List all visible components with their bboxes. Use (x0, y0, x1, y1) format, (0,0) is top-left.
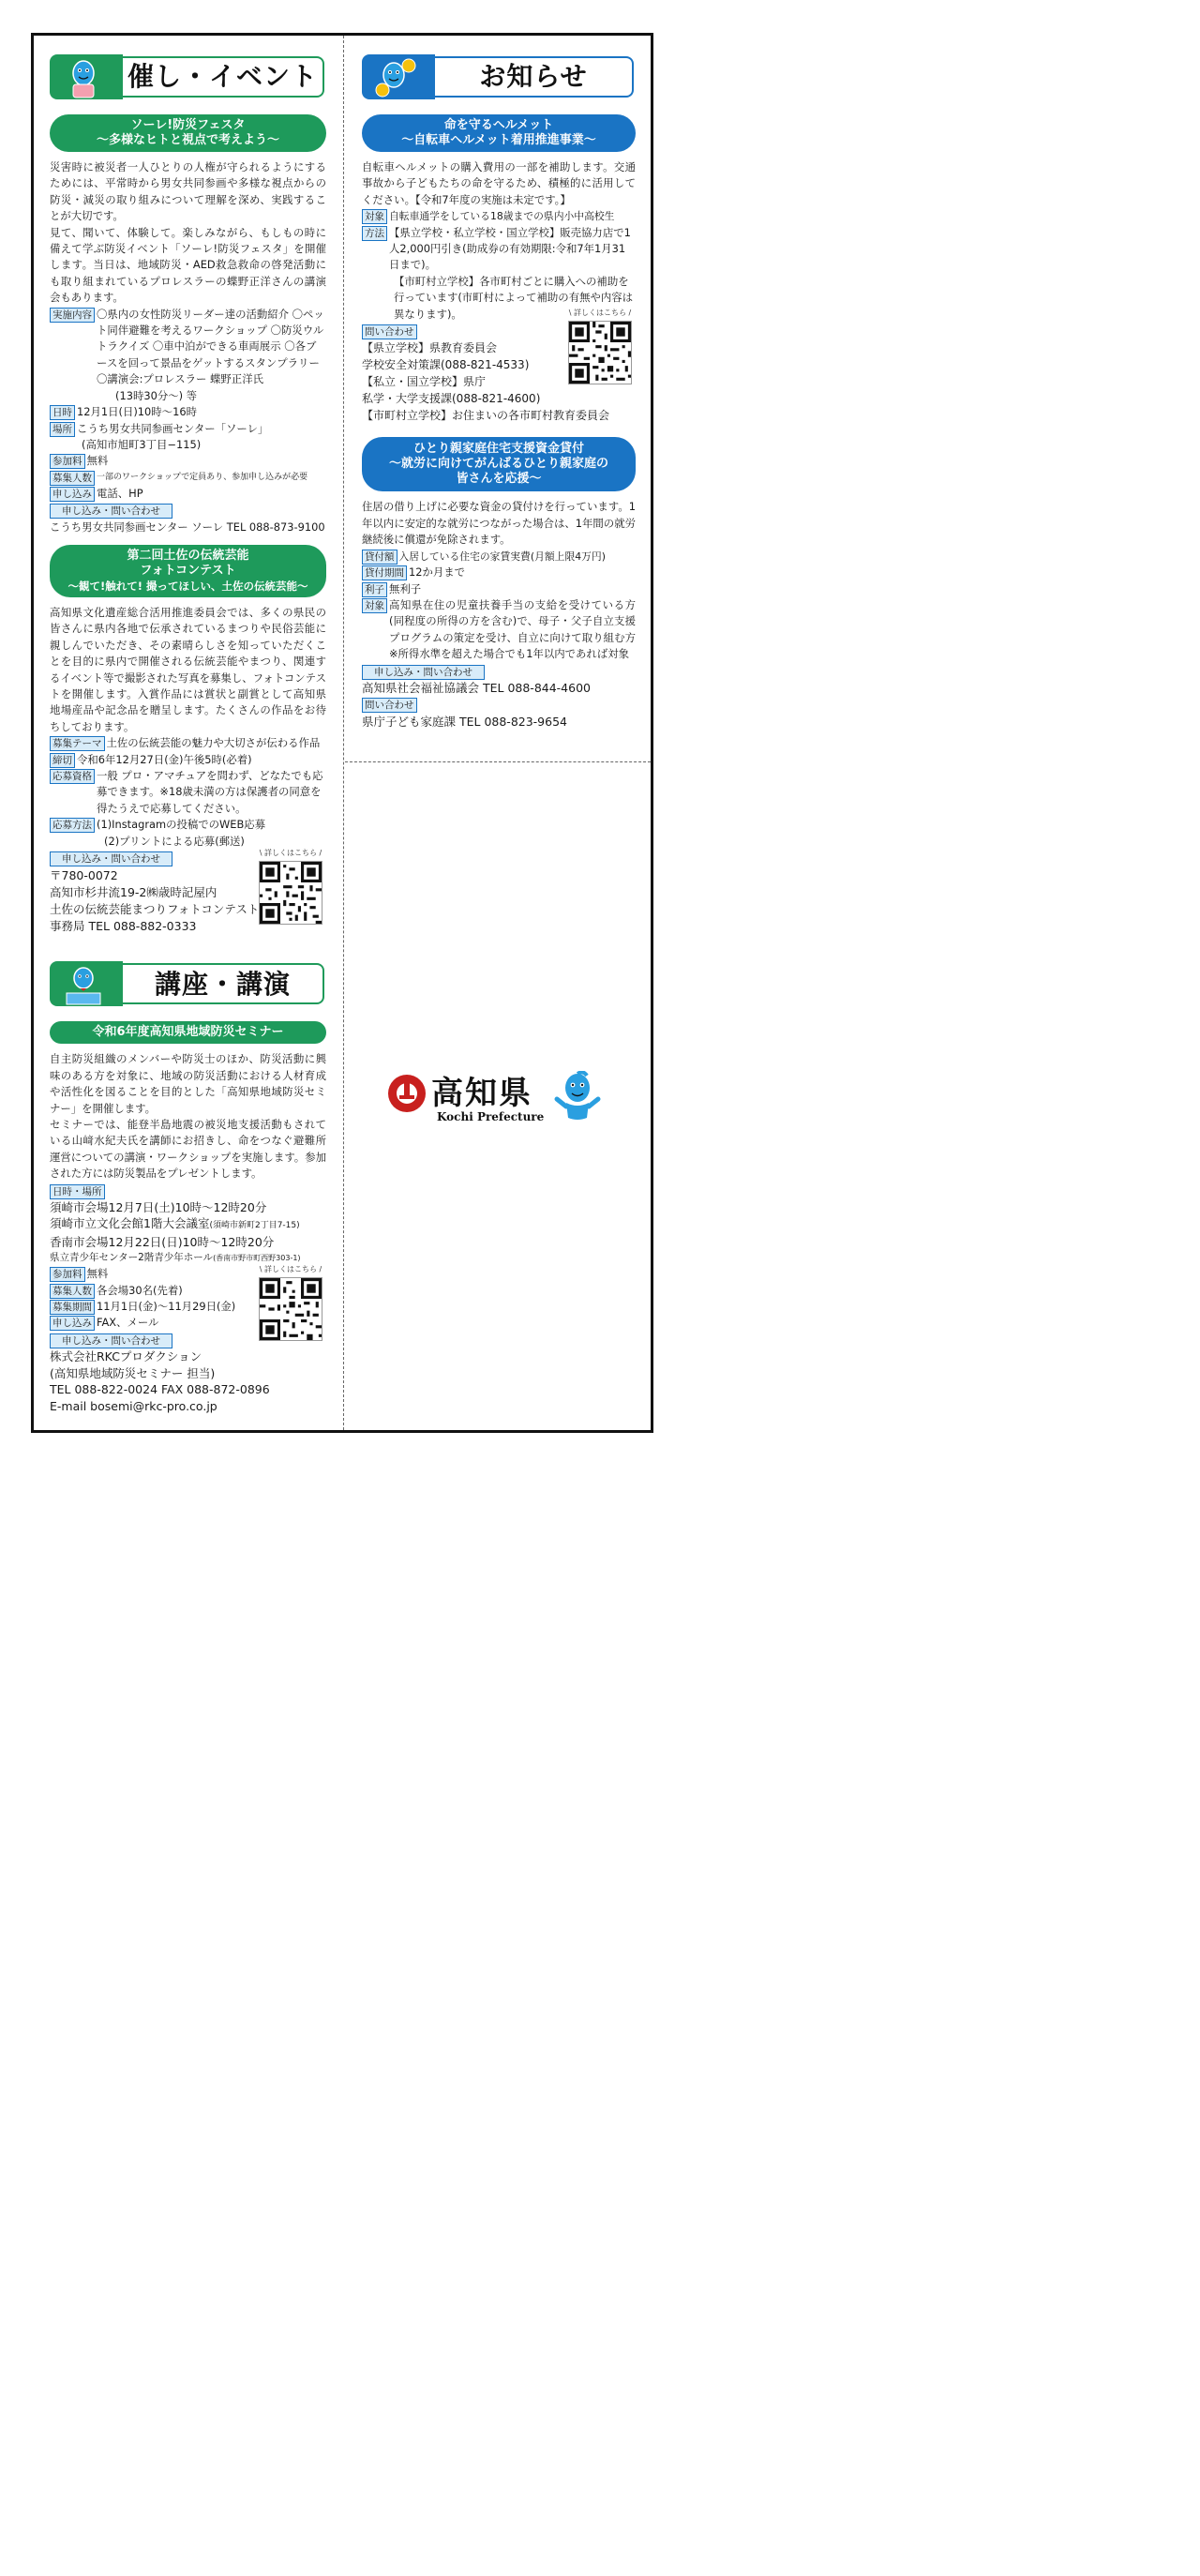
photo-theme-row (50, 735, 326, 751)
interest-tag: 利子 (362, 582, 387, 597)
seminar-line4: 県立青少年センター2階青少年ホール(香南市野市町西野303-1) (50, 1252, 301, 1264)
lecture-title: 講座・講演 (154, 968, 291, 1000)
seminar-body1: 自主防災組織のメンバーや防災士のほか、防災活動に興味のある方を対象に、地域の防災活動における人材育成や活性化を図ることを目的とした「高知県地域防災セミナー」を開催します。 (50, 1052, 326, 1115)
method-value2: (2)プリントによる応募(郵送) (104, 834, 245, 848)
helmet-target-row (362, 208, 636, 224)
seminar-line3: 香南市会場12月22日(日)10時～12時20分 (50, 1235, 275, 1250)
bosai-fes-title: ソーレ!防災フェスタ ～多様なヒトと視点で考えよう～ (50, 114, 326, 152)
helmet-qr[interactable] (568, 308, 632, 384)
events-mascot-box (50, 54, 123, 99)
loan-apply-value: 高知県社会福祉協議会 TEL 088-844-4600 (362, 680, 591, 695)
lecture-mascot-box (50, 961, 123, 1006)
bosai-date-row (50, 404, 326, 420)
seminar-contact-line: 株式会社RKCプロダクション (50, 1349, 202, 1364)
theme-value: 土佐の伝統芸能の魅力や大切さが伝わる作品 (106, 736, 321, 750)
period-value: 11月1日(金)～11月29日(金) (97, 1299, 236, 1313)
photo-contact-line: 〒780-0072 (50, 868, 118, 883)
photo-elig-row (50, 768, 326, 817)
kochi-prefecture-logo (386, 1069, 602, 1135)
loan-interest-row (362, 581, 636, 597)
events-title: 催し・イベント (127, 61, 318, 93)
seminar-contact-line: (高知県地域防災セミナー 担当) (50, 1365, 216, 1380)
logo-text-en: Kochi Prefecture (437, 1110, 545, 1123)
bosai-fee-row (50, 453, 326, 469)
photo-contact-line: 土佐の伝統芸能まつりフォトコンテスト (50, 902, 260, 917)
place-value: こうち男女共同参画センター「ソーレ」 (77, 421, 269, 435)
method-tag: 方法 (362, 226, 387, 241)
helmet-contact-line: 【県立学校】県教育委員会 (362, 341, 498, 355)
seminar-contact-line: TEL 088-822-0024 FAX 088-872-0896 (50, 1382, 270, 1397)
fee-value: 無料 (86, 1267, 109, 1281)
amount-tag: 貸付額 (362, 550, 398, 565)
photo-contact-line: 高知市杉井流19-2㈱歳時記屋内 (50, 885, 218, 900)
capacity-value: 一部のワークショップで定員あり、参加申し込みが必要 (97, 472, 308, 482)
loan-period-row (362, 565, 636, 580)
method-value2: 【市町村立学校】各市町村ごとに購入への補助を行っています(市町村によって補助の有無や内容は異なります)。 (394, 274, 634, 321)
right-column (362, 54, 636, 730)
capacity-value: 各会場30名(先着) (97, 1283, 183, 1297)
photo-contact-block (50, 850, 326, 935)
capacity-tag: 募集人数 (50, 471, 95, 486)
helmet-contact-line: 私学・大学支援課(088-821-4600) (362, 392, 541, 406)
photo-method-row (50, 817, 326, 833)
apply-tag: 申し込み (50, 1316, 95, 1331)
bosai-content-row (50, 307, 326, 388)
place-tag: 場所 (50, 422, 75, 437)
content-tag: 実施内容 (50, 308, 95, 323)
period-value: 12か月まで (409, 565, 466, 580)
lecture-header (50, 961, 326, 1006)
target-value: 自転車通学をしている18歳までの県内小中高校生 (389, 210, 615, 223)
loan-title: ひとり親家庭住宅支援資金貸付 ～就労に向けてがんばるひとり親家庭の 皆さんを応援～ (362, 437, 636, 491)
notice-title: お知らせ (479, 61, 588, 93)
helmet-contact-line: 学校安全対策課(088-821-4533) (362, 358, 530, 372)
loan-inquiry-value: 県庁子ども家庭課 TEL 088-823-9654 (362, 714, 567, 729)
theme-tag: 募集テーマ (50, 736, 105, 751)
target-tag: 対象 (362, 209, 387, 224)
qr-code-icon[interactable] (568, 321, 632, 384)
bosai-fes-body2: 見て、聞いて、体験して。楽しみながら、もしもの時に備えて学ぶ防災イベント「ソーレ!防災フェスタ」を開催します。当日は、地域防災・AED救急救命の啓発活動にも取り組まれているプロレスラーの蝶野正洋さんの講演会もあります。 (50, 225, 326, 305)
prefecture-emblem-icon (386, 1073, 428, 1114)
bosai-contact-value: こうち男女共同参画センター ソーレ TEL 088-873-9100 (50, 520, 325, 534)
eligibility-tag: 応募資格 (50, 769, 95, 784)
right-section-divider (345, 761, 651, 762)
events-header (50, 54, 326, 99)
capacity-tag: 募集人数 (50, 1284, 95, 1299)
method-value1: (1)Instagramの投稿でのWEB応募 (97, 818, 266, 832)
notice-mascot-box (362, 54, 435, 99)
seminar-line2: 須崎市立文化会館1階大会議室(須崎市新町2丁目7-15) (50, 1216, 300, 1231)
photo-contact-line: 事務局 TEL 088-882-0333 (50, 919, 197, 934)
photo-contest-body: 高知県文化遺産総合活用推進委員会では、多くの県民の皆さんに県内各地で伝承されているまつりや民俗芸能に親しんでいただき、その素晴らしさを知っていただくことを目的に県内で開催される伝統芸能やまつり、関連するイベント等で撮影された写真を募集し、フォトコンテストを開催します。入賞作品には賞状と副賞として高知県地場産品や記念品を贈呈します。たくさんの作品をお待ちしております。 (50, 605, 326, 733)
method-tag: 応募方法 (50, 818, 95, 833)
interest-value: 無利子 (389, 581, 422, 595)
column-divider (343, 36, 344, 1430)
period-tag: 貸付期間 (362, 565, 407, 580)
loan-amount-row (362, 549, 636, 565)
bosai-cap-row (50, 470, 326, 486)
eligibility-value: 一般 プロ・アマチュアを問わず、どなたでも応募できます。※18歳未満の方は保護者の同意を得たうえで応募してください。 (97, 769, 323, 815)
loan-body: 住居の借り上げに必要な資金の貸付けを行っています。1年以内に安定的な就労につながった場合は、1年間の就労継続後に償還が免除されます。 (362, 500, 636, 547)
helmet-body: 自転車ヘルメットの購入費用の一部を補助します。交通事故から子どもたちの命を守るため、積極的に活用してください。【令和7年度の実施は未定です。】 (362, 160, 636, 206)
photo-contest-title: 第二回土佐の伝統芸能 フォトコンテスト ～観て!触れて! 撮ってほしい、土佐の伝統芸能～ (50, 545, 326, 597)
seminar-datetime-tag: 日時・場所 (50, 1184, 105, 1199)
qr-code-icon[interactable] (259, 861, 322, 925)
loan-inquiry-tag: 問い合わせ (362, 698, 417, 713)
apply-value: FAX、メール (97, 1316, 159, 1330)
qr-caption: \ 詳しくはこちら / (259, 1265, 322, 1274)
mascot-icon (63, 58, 104, 99)
deadline-value: 令和6年12月27日(金)午後5時(必着) (77, 752, 252, 766)
photo-contact-tag: 申し込み・問い合わせ (50, 851, 172, 866)
content-value-cont: (13時30分～) 等 (115, 388, 198, 402)
photo-qr[interactable] (259, 848, 322, 925)
lecture-title-box (123, 963, 324, 1004)
loan-target-row (362, 597, 636, 663)
date-value: 12月1日(日)10時～16時 (77, 405, 197, 419)
amount-value: 入居している住宅の家賃実費(月額上限4万円) (398, 550, 606, 563)
helmet-inquiry-tag: 問い合わせ (362, 324, 417, 339)
helmet-title: 命を守るヘルメット ～自転車ヘルメット着用推進事業～ (362, 114, 636, 152)
seminar-title: 令和6年度高知県地域防災セミナー (50, 1021, 326, 1044)
mascot-icon (375, 58, 416, 99)
date-tag: 日時 (50, 405, 75, 420)
qr-caption: \ 詳しくはこちら / (259, 849, 322, 858)
helmet-contact-line: 【市町村立学校】お住まいの各市町村教育委員会 (362, 409, 610, 423)
bosai-place-row (50, 421, 326, 437)
events-title-box (123, 56, 324, 98)
helmet-contact-line: 【私立・国立学校】県庁 (362, 375, 487, 389)
seminar-contact-tag: 申し込み・問い合わせ (50, 1333, 172, 1348)
qr-code-icon[interactable] (259, 1277, 322, 1341)
helmet-method-row (362, 225, 636, 274)
bosai-apply-row (50, 486, 326, 502)
period-tag: 募集期間 (50, 1300, 95, 1315)
seminar-body2: セミナーでは、能登半島地震の被災地支援活動もされている山﨑水紀夫氏を講師にお招きし、命をつなぐ避難所運営についての講演・ワークショップを実施します。参加された方には防災製品をプレゼントします。 (50, 1118, 326, 1181)
loan-apply-tag: 申し込み・問い合わせ (362, 665, 485, 680)
helmet-contact-block (362, 309, 636, 424)
deadline-tag: 締切 (50, 753, 75, 768)
mascot-icon (63, 965, 104, 1006)
bosai-fes-body1: 災害時に被災者一人ひとりの人権が守られるようにするためには、平常時から男女共同参画や多様な視点からの防災・減災の取り組みについて理解を深め、実践することが大切です。 (50, 160, 326, 223)
bosai-contact-tag: 申し込み・問い合わせ (50, 504, 172, 519)
seminar-line1: 須崎市会場12月7日(土)10時～12時20分 (50, 1200, 267, 1215)
seminar-contact-line: E-mail bosemi@rkc-pro.co.jp (50, 1398, 218, 1413)
mascot-icon (553, 1071, 602, 1123)
photo-deadline-row (50, 752, 326, 768)
seminar-details-block (50, 1266, 326, 1414)
seminar-qr[interactable] (259, 1264, 322, 1341)
left-column (50, 54, 326, 1414)
notice-title-box (435, 56, 634, 98)
target-tag: 対象 (362, 598, 387, 613)
method-value1: 【県立学校・私立学校・国立学校】販売協力店で1人2,000円引き(助成券の有効期限:令和7年1月31日まで)。 (389, 225, 631, 272)
place-value-cont: (高知市旭町3丁目−115) (82, 437, 202, 451)
fee-value: 無料 (86, 454, 109, 468)
qr-caption: \ 詳しくはこちら / (568, 309, 632, 318)
content-value: 〇県内の女性防災リーダー達の活動紹介 〇ペット同伴避難を考えるワークショップ 〇防災ウルトラクイズ 〇車中泊ができる車両展示 〇各ブースを回って景品をゲットするスタンプラリー 〇講演会:プロレスラー 蝶野正洋氏 (97, 307, 324, 386)
notice-header (362, 54, 636, 99)
apply-value: 電話、HP (97, 486, 143, 500)
fee-tag: 参加料 (50, 1267, 85, 1282)
fee-tag: 参加料 (50, 454, 85, 469)
apply-tag: 申し込み (50, 487, 95, 502)
logo-text-jp: 高知県 (431, 1075, 532, 1112)
target-value: 高知県在住の児童扶養手当の支給を受けている方(同程度の所得の方を含む)で、母子・父子自立支援プログラムの策定を受け、自立に向けて取り組む方※所得水準を超えた場合でも1年以内であれば対象 (389, 597, 636, 661)
